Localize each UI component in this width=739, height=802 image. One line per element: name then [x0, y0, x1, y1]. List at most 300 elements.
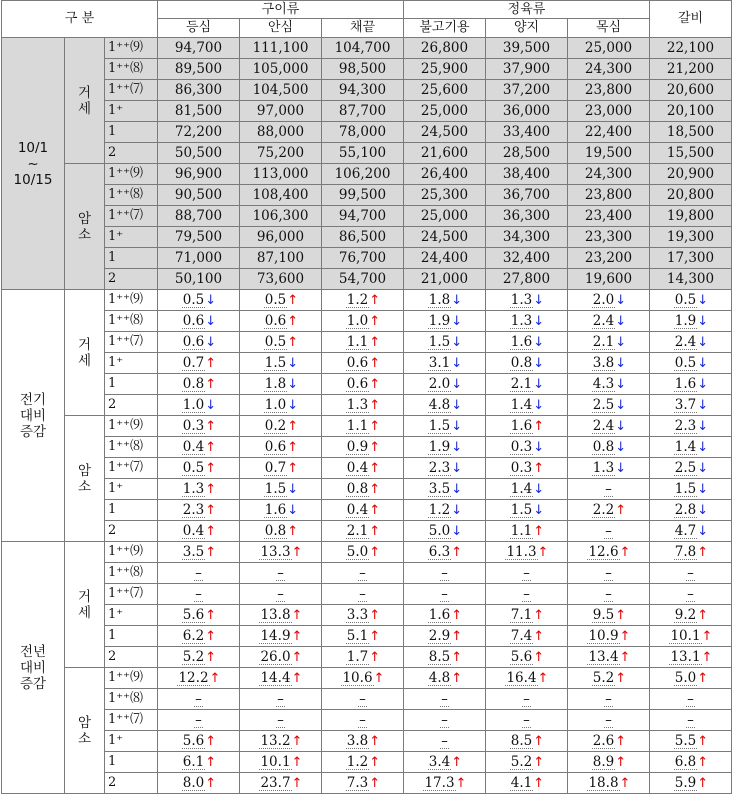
- change-value: 1.4: [510, 480, 533, 497]
- change-value: 8.5: [428, 648, 451, 665]
- value-cell: [486, 38, 568, 59]
- arrow-down-icon: ↓: [697, 460, 709, 476]
- change-value: –: [605, 691, 612, 707]
- change-value: 2.1: [592, 333, 615, 350]
- period-label-line: 전기: [19, 391, 47, 408]
- value-cell: [404, 269, 486, 290]
- arrow-up-icon: ↑: [205, 544, 217, 560]
- value-cell: [486, 248, 568, 269]
- grade-label: 1⁺⁺⑼: [105, 542, 158, 563]
- change-value: 6.1: [182, 753, 205, 770]
- arrow-up-icon: ↑: [619, 544, 631, 560]
- change-value: –: [195, 565, 202, 581]
- value-cell: [404, 122, 486, 143]
- change-value: 0.5: [674, 354, 697, 371]
- value-cell: [650, 626, 732, 647]
- arrow-down-icon: ↓: [697, 439, 709, 455]
- cattle-type-char: 소: [77, 478, 92, 495]
- value-cell: [568, 626, 650, 647]
- table-row: [2, 731, 732, 752]
- price-value: 21,000: [420, 271, 469, 287]
- change-value: 0.6: [346, 375, 369, 392]
- arrow-down-icon: ↓: [533, 439, 545, 455]
- header-group-grill: 구이류: [158, 1, 404, 19]
- arrow-down-icon: ↓: [451, 439, 463, 455]
- price-value: 27,800: [502, 271, 551, 287]
- change-value: –: [605, 565, 612, 581]
- value-cell: [568, 479, 650, 500]
- grade-label: 1⁺: [105, 731, 158, 752]
- value-cell: [568, 647, 650, 668]
- grade-label: 1⁺⁺⑼: [105, 668, 158, 689]
- change-value: 1.5: [264, 480, 287, 497]
- value-cell: [240, 290, 322, 311]
- change-value: 5.2: [182, 648, 205, 665]
- change-value: 2.4: [592, 417, 615, 434]
- value-cell: [650, 332, 732, 353]
- price-value: 75,200: [256, 145, 305, 161]
- change-value: –: [605, 586, 612, 602]
- col-header-moksim: 목심: [568, 19, 650, 38]
- cattle-type-char: 소: [77, 226, 92, 243]
- price-value: 90,500: [174, 187, 223, 203]
- arrow-down-icon: ↓: [451, 418, 463, 434]
- grade-label: 1⁺⁺⑺: [105, 458, 158, 479]
- change-value: –: [441, 586, 448, 602]
- change-value: 1.5: [428, 333, 451, 350]
- value-cell: [158, 101, 240, 122]
- arrow-down-icon: ↓: [451, 460, 463, 476]
- cattle-type-char: 거: [77, 336, 92, 353]
- value-cell: [486, 206, 568, 227]
- value-cell: [240, 59, 322, 80]
- arrow-up-icon: ↑: [291, 607, 303, 623]
- cattle-type-char: 거: [77, 84, 92, 101]
- arrow-up-icon: ↑: [287, 439, 299, 455]
- arrow-up-icon: ↑: [205, 418, 217, 434]
- arrow-up-icon: ↑: [697, 775, 709, 791]
- value-cell: [240, 521, 322, 542]
- table-row: [2, 668, 732, 689]
- value-cell: [486, 143, 568, 164]
- value-cell: [486, 80, 568, 101]
- change-value: 0.2: [264, 417, 287, 434]
- change-value: 1.1: [346, 333, 369, 350]
- change-value: 1.5: [510, 501, 533, 518]
- value-cell: [404, 101, 486, 122]
- value-cell: [568, 290, 650, 311]
- value-cell: [158, 185, 240, 206]
- table-row: [2, 689, 732, 710]
- change-value: 1.6: [674, 375, 697, 392]
- change-value: 2.1: [510, 375, 533, 392]
- price-value: 89,500: [174, 61, 223, 77]
- change-value: 4.1: [510, 774, 533, 791]
- change-value: 5.9: [674, 774, 697, 791]
- value-cell: [568, 122, 650, 143]
- change-value: 26.0: [260, 648, 291, 665]
- value-cell: [486, 290, 568, 311]
- value-cell: [486, 395, 568, 416]
- cattle-type-char: 세: [77, 352, 92, 369]
- period-label: [2, 38, 65, 290]
- value-cell: [240, 584, 322, 605]
- change-value: –: [195, 712, 202, 728]
- grade-label: 1⁺⁺⑻: [105, 311, 158, 332]
- value-cell: [158, 206, 240, 227]
- arrow-up-icon: ↑: [291, 733, 303, 749]
- value-cell: [650, 752, 732, 773]
- col-header-deungsim: 등심: [158, 19, 240, 38]
- arrow-down-icon: ↓: [533, 397, 545, 413]
- change-value: 1.0: [182, 396, 205, 413]
- value-cell: [650, 269, 732, 290]
- value-cell: [158, 584, 240, 605]
- value-cell: [404, 143, 486, 164]
- table-row: [2, 563, 732, 584]
- col-header-yangji: 양지: [486, 19, 568, 38]
- value-cell: [650, 458, 732, 479]
- change-value: 3.3: [346, 606, 369, 623]
- value-cell: [322, 143, 404, 164]
- value-cell: [158, 248, 240, 269]
- arrow-up-icon: ↑: [369, 481, 381, 497]
- value-cell: [568, 164, 650, 185]
- col-header-ansim: 안심: [240, 19, 322, 38]
- period-label: [2, 542, 65, 794]
- table-row: [2, 269, 732, 290]
- value-cell: [568, 80, 650, 101]
- value-cell: [404, 500, 486, 521]
- value-cell: [568, 731, 650, 752]
- value-cell: [322, 59, 404, 80]
- value-cell: [240, 185, 322, 206]
- change-value: 0.8: [346, 480, 369, 497]
- price-value: 108,400: [252, 187, 309, 203]
- change-value: 0.4: [346, 501, 369, 518]
- change-value: 8.9: [592, 753, 615, 770]
- value-cell: [404, 710, 486, 731]
- table-row: [2, 626, 732, 647]
- change-value: 0.6: [182, 312, 205, 329]
- value-cell: [322, 437, 404, 458]
- period-label-line: 전년: [19, 643, 47, 660]
- arrow-down-icon: ↓: [533, 481, 545, 497]
- price-value: 94,700: [174, 40, 223, 56]
- arrow-down-icon: ↓: [697, 313, 709, 329]
- value-cell: [568, 59, 650, 80]
- arrow-up-icon: ↑: [697, 754, 709, 770]
- change-value: 1.1: [346, 417, 369, 434]
- value-cell: [240, 269, 322, 290]
- change-value: 2.4: [592, 312, 615, 329]
- period-label-line: 대비: [19, 407, 47, 424]
- arrow-up-icon: ↑: [205, 355, 217, 371]
- header-gubun: 구 분: [2, 1, 158, 38]
- value-cell: [486, 500, 568, 521]
- value-cell: [404, 689, 486, 710]
- value-cell: [158, 479, 240, 500]
- table-row: [2, 248, 732, 269]
- value-cell: [568, 752, 650, 773]
- change-value: 16.4: [506, 669, 537, 686]
- arrow-up-icon: ↑: [615, 502, 627, 518]
- price-value: 25,600: [420, 82, 469, 98]
- change-value: 1.5: [264, 354, 287, 371]
- value-cell: [404, 164, 486, 185]
- value-cell: [568, 563, 650, 584]
- change-value: 10.1: [670, 627, 701, 644]
- grade-label: 2: [105, 773, 158, 794]
- value-cell: [486, 374, 568, 395]
- arrow-down-icon: ↓: [451, 397, 463, 413]
- value-cell: [568, 248, 650, 269]
- change-value: –: [523, 691, 530, 707]
- price-value: 111,100: [252, 40, 309, 56]
- change-value: –: [195, 691, 202, 707]
- price-value: 54,700: [338, 271, 387, 287]
- arrow-down-icon: ↓: [451, 292, 463, 308]
- cattle-type-char: 거: [77, 588, 92, 605]
- value-cell: [322, 374, 404, 395]
- value-cell: [158, 626, 240, 647]
- value-cell: [158, 647, 240, 668]
- value-cell: [486, 332, 568, 353]
- value-cell: [650, 689, 732, 710]
- value-cell: [158, 773, 240, 794]
- value-cell: [404, 311, 486, 332]
- value-cell: [650, 38, 732, 59]
- value-cell: [404, 773, 486, 794]
- grade-label: 2: [105, 647, 158, 668]
- change-value: –: [441, 712, 448, 728]
- grade-label: 1⁺⁺⑼: [105, 38, 158, 59]
- cattle-type-char: 세: [77, 604, 92, 621]
- value-cell: [650, 206, 732, 227]
- arrow-down-icon: ↓: [287, 397, 299, 413]
- price-value: 20,800: [666, 187, 715, 203]
- arrow-down-icon: ↓: [451, 481, 463, 497]
- change-value: –: [523, 565, 530, 581]
- price-value: 104,700: [334, 40, 391, 56]
- grade-label: 1: [105, 248, 158, 269]
- change-value: 1.4: [674, 438, 697, 455]
- price-value: 23,400: [584, 208, 633, 224]
- change-value: 2.1: [346, 522, 369, 539]
- value-cell: [158, 122, 240, 143]
- arrow-down-icon: ↓: [287, 355, 299, 371]
- arrow-down-icon: ↓: [533, 502, 545, 518]
- value-cell: [322, 710, 404, 731]
- arrow-down-icon: ↓: [615, 460, 627, 476]
- price-value: 94,700: [338, 208, 387, 224]
- value-cell: [322, 542, 404, 563]
- grade-label: 1⁺⁺⑺: [105, 80, 158, 101]
- table-row: [2, 458, 732, 479]
- arrow-down-icon: ↓: [615, 418, 627, 434]
- value-cell: [650, 143, 732, 164]
- arrow-up-icon: ↑: [369, 502, 381, 518]
- arrow-down-icon: ↓: [451, 355, 463, 371]
- table-row: [2, 395, 732, 416]
- arrow-up-icon: ↑: [615, 607, 627, 623]
- change-value: 3.8: [346, 732, 369, 749]
- change-value: 14.9: [260, 627, 291, 644]
- arrow-up-icon: ↑: [205, 649, 217, 665]
- value-cell: [404, 752, 486, 773]
- grade-label: 1⁺: [105, 101, 158, 122]
- value-cell: [650, 248, 732, 269]
- change-value: 1.9: [674, 312, 697, 329]
- value-cell: [486, 479, 568, 500]
- arrow-up-icon: ↑: [369, 376, 381, 392]
- price-value: 23,800: [584, 82, 633, 98]
- change-value: –: [605, 481, 612, 497]
- value-cell: [568, 605, 650, 626]
- arrow-up-icon: ↑: [533, 775, 545, 791]
- value-cell: [240, 143, 322, 164]
- arrow-up-icon: ↑: [291, 649, 303, 665]
- arrow-up-icon: ↑: [369, 355, 381, 371]
- change-value: –: [277, 586, 284, 602]
- value-cell: [322, 206, 404, 227]
- change-value: 5.0: [346, 543, 369, 560]
- value-cell: [568, 437, 650, 458]
- arrow-up-icon: ↑: [287, 313, 299, 329]
- arrow-up-icon: ↑: [369, 460, 381, 476]
- arrow-up-icon: ↑: [373, 670, 385, 686]
- change-value: 1.3: [346, 396, 369, 413]
- change-value: –: [359, 565, 366, 581]
- value-cell: [158, 605, 240, 626]
- value-cell: [486, 185, 568, 206]
- value-cell: [486, 521, 568, 542]
- arrow-up-icon: ↑: [533, 649, 545, 665]
- arrow-up-icon: ↑: [287, 292, 299, 308]
- arrow-up-icon: ↑: [205, 754, 217, 770]
- arrow-up-icon: ↑: [369, 733, 381, 749]
- value-cell: [322, 269, 404, 290]
- arrow-up-icon: ↑: [287, 418, 299, 434]
- arrow-up-icon: ↑: [615, 670, 627, 686]
- value-cell: [650, 521, 732, 542]
- arrow-up-icon: ↑: [369, 775, 381, 791]
- change-value: –: [277, 565, 284, 581]
- arrow-up-icon: ↑: [287, 523, 299, 539]
- cattle-type-label: [65, 164, 105, 290]
- value-cell: [240, 80, 322, 101]
- arrow-up-icon: ↑: [451, 607, 463, 623]
- value-cell: [486, 542, 568, 563]
- change-value: 0.3: [510, 438, 533, 455]
- value-cell: [404, 731, 486, 752]
- change-value: 2.3: [428, 459, 451, 476]
- arrow-up-icon: ↑: [451, 544, 463, 560]
- arrow-up-icon: ↑: [291, 754, 303, 770]
- price-table: [1, 0, 732, 794]
- price-value: 50,500: [174, 145, 223, 161]
- change-value: 4.8: [428, 396, 451, 413]
- change-value: 18.8: [588, 774, 619, 791]
- change-value: 3.7: [674, 396, 697, 413]
- grade-label: 1⁺⁺⑺: [105, 332, 158, 353]
- cattle-type-char: 암: [77, 210, 92, 227]
- change-value: 0.8: [182, 375, 205, 392]
- change-value: 0.4: [346, 459, 369, 476]
- arrow-up-icon: ↑: [291, 628, 303, 644]
- price-value: 23,800: [584, 187, 633, 203]
- price-value: 15,500: [666, 145, 715, 161]
- change-value: –: [687, 565, 694, 581]
- value-cell: [650, 416, 732, 437]
- price-value: 36,700: [502, 187, 551, 203]
- change-value: 0.6: [346, 354, 369, 371]
- table-row: [2, 185, 732, 206]
- table-row: [2, 542, 732, 563]
- price-value: 20,900: [666, 166, 715, 182]
- value-cell: [158, 59, 240, 80]
- change-value: 1.7: [346, 648, 369, 665]
- value-cell: [322, 479, 404, 500]
- value-cell: [650, 542, 732, 563]
- price-value: 55,100: [338, 145, 387, 161]
- value-cell: [158, 563, 240, 584]
- price-value: 88,700: [174, 208, 223, 224]
- table-row: [2, 143, 732, 164]
- value-cell: [404, 80, 486, 101]
- period-label-line: 대비: [19, 659, 47, 676]
- arrow-up-icon: ↑: [291, 544, 303, 560]
- price-value: 104,500: [252, 82, 309, 98]
- table-row: [2, 479, 732, 500]
- value-cell: [240, 374, 322, 395]
- arrow-down-icon: ↓: [205, 313, 217, 329]
- value-cell: [240, 101, 322, 122]
- arrow-up-icon: ↑: [533, 754, 545, 770]
- change-value: 5.1: [346, 627, 369, 644]
- arrow-down-icon: ↓: [287, 481, 299, 497]
- change-value: –: [605, 523, 612, 539]
- arrow-up-icon: ↑: [369, 334, 381, 350]
- value-cell: [568, 458, 650, 479]
- price-value: 87,700: [338, 103, 387, 119]
- value-cell: [240, 416, 322, 437]
- value-cell: [322, 458, 404, 479]
- change-value: 1.2: [428, 501, 451, 518]
- value-cell: [486, 752, 568, 773]
- price-value: 87,100: [256, 250, 305, 266]
- price-value: 72,200: [174, 124, 223, 140]
- change-value: 13.2: [260, 732, 291, 749]
- arrow-down-icon: ↓: [287, 376, 299, 392]
- change-value: 0.3: [510, 459, 533, 476]
- grade-label: 1⁺⁺⑼: [105, 164, 158, 185]
- arrow-down-icon: ↓: [697, 292, 709, 308]
- change-value: 1.2: [346, 753, 369, 770]
- value-cell: [650, 353, 732, 374]
- change-value: –: [687, 586, 694, 602]
- arrow-up-icon: ↑: [287, 334, 299, 350]
- value-cell: [240, 38, 322, 59]
- value-cell: [322, 38, 404, 59]
- value-cell: [158, 458, 240, 479]
- cattle-type-char: 암: [77, 714, 92, 731]
- value-cell: [568, 395, 650, 416]
- value-cell: [486, 269, 568, 290]
- cattle-type-label: [65, 542, 105, 668]
- change-value: 5.6: [182, 606, 205, 623]
- value-cell: [650, 773, 732, 794]
